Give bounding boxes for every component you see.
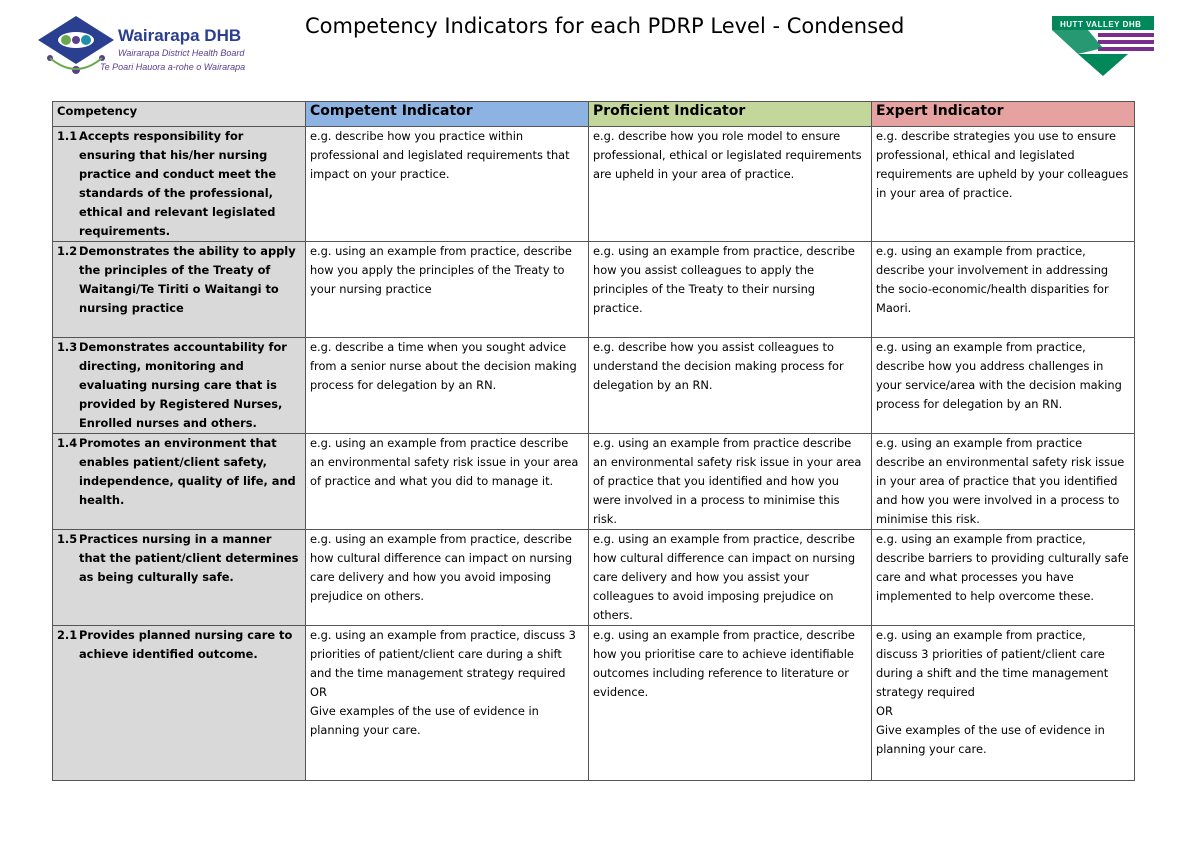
proficient-cell: e.g. using an example from practice, describe how you assist colleagues to apply the principles of the Treaty to their nursing practice. xyxy=(589,242,872,338)
expert-cell: e.g. describe strategies you use to ensure professional, ethical and legislated requirements are upheld by your colleagues in your area of practice. xyxy=(872,127,1135,242)
competency-text: Demonstrates the ability to apply the principles of the Treaty of Waitangi/Te Tiriti o Waitangi to nursing practice xyxy=(79,244,296,315)
competency-number: 1.1 xyxy=(57,129,78,143)
competency-cell xyxy=(53,338,306,434)
header-proficient-indicator: Proficient Indicator xyxy=(589,102,872,127)
expert-or-line: OR xyxy=(876,704,893,718)
table-row xyxy=(53,127,1135,242)
competency-number: 1.4 xyxy=(57,436,78,450)
table-row xyxy=(53,626,1135,781)
expert-cell: e.g. using an example from practice, describe how you address challenges in your service/area with the decision making process for delegation by an RN. xyxy=(872,338,1135,434)
wairarapa-dhb-name: Wairarapa DHB xyxy=(118,26,242,45)
competent-or-line: OR xyxy=(310,685,327,699)
competency-text: Demonstrates accountability for directing, monitoring and evaluating nursing care that is provided by Registered Nurses, Enrolled nurses and others. xyxy=(79,340,287,430)
proficient-cell: e.g. using an example from practice describe an environmental safety risk issue in your area of practice that you identified and how you were involved in a process to minimise this risk. xyxy=(589,434,872,530)
table-row xyxy=(53,242,1135,338)
competent-cell: e.g. using an example from practice, describe how you apply the principles of the Treaty to your nursing practice xyxy=(306,242,589,338)
competency-cell xyxy=(53,242,306,338)
competent-cell: e.g. describe how you practice within professional and legislated requirements that impact on your practice. xyxy=(306,127,589,242)
expert-line: Give examples of the use of evidence in planning your care. xyxy=(876,723,1105,756)
wairarapa-dhb-tagline: Te Poari Hauora a-rohe o Wairarapa xyxy=(100,62,246,72)
competency-text: Provides planned nursing care to achieve identified outcome. xyxy=(79,628,293,661)
page-header xyxy=(0,0,1200,95)
expert-cell: e.g. using an example from practice, describe barriers to providing culturally safe care and what processes you have implemented to help overcome these. xyxy=(872,530,1135,626)
competency-cell xyxy=(53,127,306,242)
competency-cell xyxy=(53,626,306,781)
competent-cell: e.g. describe a time when you sought advice from a senior nurse about the decision making process for delegation by an RN. xyxy=(306,338,589,434)
hutt-valley-dhb-name: HUTT VALLEY DHB xyxy=(1060,20,1142,29)
header-competent-indicator: Competent Indicator xyxy=(306,102,589,127)
table-row xyxy=(53,434,1135,530)
hutt-valley-dhb-logo xyxy=(1048,14,1158,78)
competency-number: 1.3 xyxy=(57,340,78,354)
competency-number: 1.2 xyxy=(57,244,78,258)
wairarapa-dhb-subtitle: Wairarapa District Health Board xyxy=(118,48,245,58)
expert-cell xyxy=(872,626,1135,781)
competent-cell: e.g. using an example from practice, describe how cultural difference can impact on nursing care delivery and how you avoid imposing prejudice on others. xyxy=(306,530,589,626)
proficient-cell: e.g. using an example from practice, describe how you prioritise care to achieve identifiable outcomes including reference to literature or evidence. xyxy=(589,626,872,781)
table-row xyxy=(53,530,1135,626)
competency-number: 1.5 xyxy=(57,532,78,546)
expert-line: e.g. using an example from practice, discuss 3 priorities of patient/client care during a shift and the time management strategy required xyxy=(876,628,1109,699)
competency-cell xyxy=(53,530,306,626)
wairarapa-dhb-logo xyxy=(36,14,266,78)
page-title: Competency Indicators for each PDRP Level - Condensed xyxy=(305,14,905,38)
competency-number: 2.1 xyxy=(57,628,78,642)
competency-cell xyxy=(53,434,306,530)
header-expert-indicator: Expert Indicator xyxy=(872,102,1135,127)
expert-cell: e.g. using an example from practice, describe your involvement in addressing the socio-economic/health disparities for Maori. xyxy=(872,242,1135,338)
competency-text: Practices nursing in a manner that the patient/client determines as being culturally safe. xyxy=(79,532,299,584)
table-row xyxy=(53,338,1135,434)
header-competency: Competency xyxy=(53,102,306,127)
table-header-row xyxy=(53,102,1135,127)
proficient-cell: e.g. describe how you assist colleagues to understand the decision making process for delegation by an RN. xyxy=(589,338,872,434)
competency-table xyxy=(52,101,1135,781)
proficient-cell: e.g. describe how you role model to ensure professional, ethical or legislated requirements are upheld in your area of practice. xyxy=(589,127,872,242)
competent-cell xyxy=(306,626,589,781)
competent-cell: e.g. using an example from practice describe an environmental safety risk issue in your area of practice and what you did to manage it. xyxy=(306,434,589,530)
competency-text: Accepts responsibility for ensuring that his/her nursing practice and conduct meet the standards of the professional, ethical and relevant legislated requirements. xyxy=(79,129,277,238)
competency-text: Promotes an environment that enables patient/client safety, independence, quality of life, and health. xyxy=(79,436,296,507)
expert-cell: e.g. using an example from practice describe an environmental safety risk issue in your area of practice that you identified and how you were involved in a process to minimise this risk. xyxy=(872,434,1135,530)
competent-line: Give examples of the use of evidence in planning your care. xyxy=(310,704,539,737)
proficient-cell: e.g. using an example from practice, describe how cultural difference can impact on nursing care delivery and how you assist your colleagues to avoid imposing prejudice on others. xyxy=(589,530,872,626)
competent-line: e.g. using an example from practice, discuss 3 priorities of patient/client care during a shift and the time management strategy required xyxy=(310,628,576,680)
